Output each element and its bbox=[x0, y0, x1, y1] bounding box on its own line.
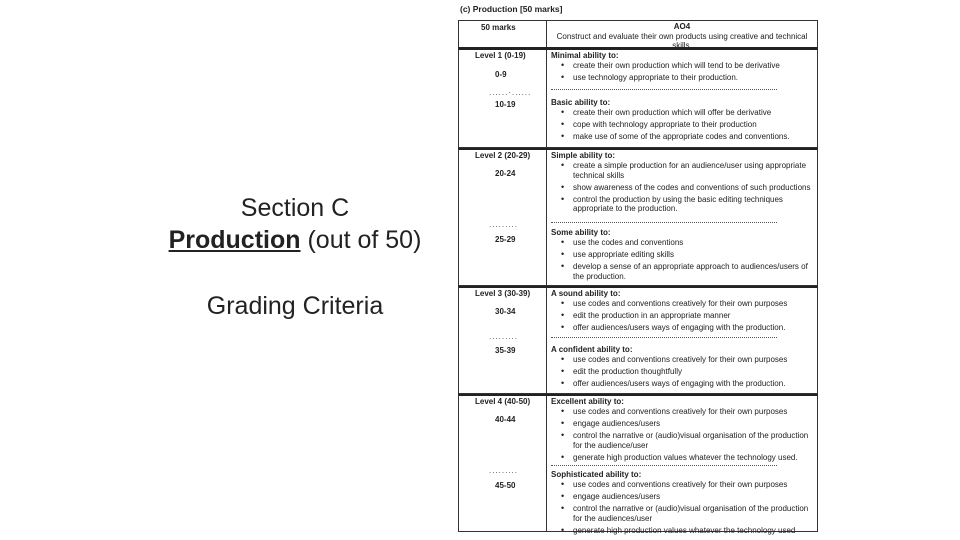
level-3-band-2-list bbox=[547, 355, 811, 391]
list-item: • edit the production thoughtfully bbox=[547, 367, 811, 377]
list-item: • use codes and conventions creatively for their own purposes bbox=[547, 299, 811, 309]
slide-title-bold: Production bbox=[168, 226, 301, 254]
level-3-row bbox=[458, 286, 818, 394]
level-2-marks-cell bbox=[459, 150, 547, 285]
band-separator bbox=[551, 89, 777, 90]
level-2-name: Level 2 (20-29) bbox=[475, 151, 531, 160]
level-1-band-1-range: 0-9 bbox=[495, 70, 507, 79]
level-3-band-1-title: A sound ability to: bbox=[551, 289, 621, 298]
level-4-name: Level 4 (40-50) bbox=[475, 397, 531, 406]
level-4-band-1-list bbox=[547, 407, 811, 465]
level-1-marks-cell bbox=[459, 50, 547, 147]
list-item: • engage audiences/users bbox=[547, 492, 811, 502]
list-item: • create their own production which will tend to be derivative bbox=[547, 61, 811, 71]
level-1-band-1-title: Minimal ability to: bbox=[551, 51, 619, 60]
list-item: • control the production by using the basic editing techniques appropriate to the production. bbox=[547, 195, 811, 214]
list-item: • use appropriate editing skills bbox=[547, 250, 811, 260]
level-2-band-1-range: 20-24 bbox=[495, 169, 516, 178]
list-item: • create their own production which will offer be derivative bbox=[547, 108, 811, 118]
header-ao-code: AO4 bbox=[673, 22, 691, 31]
list-item: • engage audiences/users bbox=[547, 419, 811, 429]
rubric-header-row bbox=[458, 20, 818, 48]
list-item: • create a simple production for an audience/user using appropriate technical skills bbox=[547, 161, 811, 180]
band-divider-dots: ......... bbox=[489, 220, 519, 229]
band-separator bbox=[551, 465, 777, 466]
rubric-heading: (c) Production [50 marks] bbox=[460, 4, 563, 14]
level-2-band-1-title: Simple ability to: bbox=[551, 151, 616, 160]
level-4-band-1-range: 40-44 bbox=[495, 415, 516, 424]
level-3-band-1-range: 30-34 bbox=[495, 307, 516, 316]
list-item: • offer audiences/users ways of engaging with the production. bbox=[547, 379, 811, 389]
level-3-band-2-range: 35-39 bbox=[495, 346, 516, 355]
level-1-band-1-list bbox=[547, 61, 811, 85]
list-item: • make use of some of the appropriate codes and conventions. bbox=[547, 132, 811, 142]
level-2-criteria-cell bbox=[547, 150, 817, 285]
list-item: • use technology appropriate to their production. bbox=[547, 73, 811, 83]
band-divider-dots: ......... bbox=[489, 332, 519, 341]
level-1-band-2-title: Basic ability to: bbox=[551, 98, 611, 107]
slide-title-rest: (out of 50) bbox=[300, 226, 422, 254]
list-item: • use codes and conventions creatively for their own purposes bbox=[547, 480, 811, 490]
level-2-band-2-range: 25-29 bbox=[495, 235, 516, 244]
list-item: • control the narrative or (audio)visual organisation of the production for the audiences/user bbox=[547, 504, 811, 523]
header-marks: 50 marks bbox=[459, 21, 547, 47]
band-divider-dots: ......... bbox=[489, 466, 519, 475]
header-ao-description: Construct and evaluate their own products using creative and technical skills. bbox=[556, 31, 808, 50]
level-1-name: Level 1 (0-19) bbox=[475, 51, 526, 60]
band-divider-dots: ......·...... bbox=[489, 88, 532, 97]
level-1-band-2-range: 10-19 bbox=[495, 100, 516, 109]
band-separator bbox=[551, 222, 777, 223]
list-item: • edit the production in an appropriate manner bbox=[547, 311, 811, 321]
level-3-criteria-cell bbox=[547, 288, 817, 393]
rubric-document bbox=[452, 0, 824, 540]
level-4-band-2-title: Sophisticated ability to: bbox=[551, 470, 642, 479]
list-item: • use codes and conventions creatively for their own purposes bbox=[547, 355, 811, 365]
list-item: • use codes and conventions creatively for their own purposes bbox=[547, 407, 811, 417]
level-4-row bbox=[458, 394, 818, 535]
list-item: • develop a sense of an appropriate approach to audiences/users of the production. bbox=[547, 262, 811, 281]
level-3-band-2-title: A confident ability to: bbox=[551, 345, 633, 354]
list-item: • cope with technology appropriate to their production bbox=[547, 120, 811, 130]
slide-subtitle: Grading Criteria bbox=[206, 292, 384, 320]
band-separator bbox=[551, 337, 777, 338]
level-4-criteria-cell bbox=[547, 396, 817, 535]
level-4-marks-cell bbox=[459, 396, 547, 531]
level-3-band-1-list bbox=[547, 299, 811, 335]
list-item: • control the narrative or (audio)visual organisation of the production for the audience/user bbox=[547, 431, 811, 450]
list-item: • generate high production values whatever the technology used bbox=[547, 526, 811, 536]
slide-title-line2 bbox=[150, 224, 440, 256]
level-2-band-2-list bbox=[547, 238, 811, 284]
level-2-band-1-list bbox=[547, 161, 811, 216]
level-3-marks-cell bbox=[459, 288, 547, 393]
list-item: • offer audiences/users ways of engaging with the production. bbox=[547, 323, 811, 333]
level-4-band-2-list bbox=[547, 480, 811, 538]
level-3-name: Level 3 (30-39) bbox=[475, 289, 531, 298]
list-item: • generate high production values whatever the technology used. bbox=[547, 453, 811, 463]
level-1-criteria-cell bbox=[547, 50, 817, 147]
level-4-band-1-title: Excellent ability to: bbox=[551, 397, 624, 406]
list-item: • use the codes and conventions bbox=[547, 238, 811, 248]
level-1-row bbox=[458, 48, 818, 148]
slide-title-line1: Section C bbox=[240, 194, 350, 222]
level-1-band-2-list bbox=[547, 108, 811, 144]
header-ao bbox=[547, 21, 817, 51]
level-2-row bbox=[458, 148, 818, 286]
list-item: • show awareness of the codes and conventions of such productions bbox=[547, 183, 811, 193]
level-2-band-2-title: Some ability to: bbox=[551, 228, 611, 237]
slide-title bbox=[150, 192, 440, 256]
level-4-band-2-range: 45-50 bbox=[495, 481, 516, 490]
